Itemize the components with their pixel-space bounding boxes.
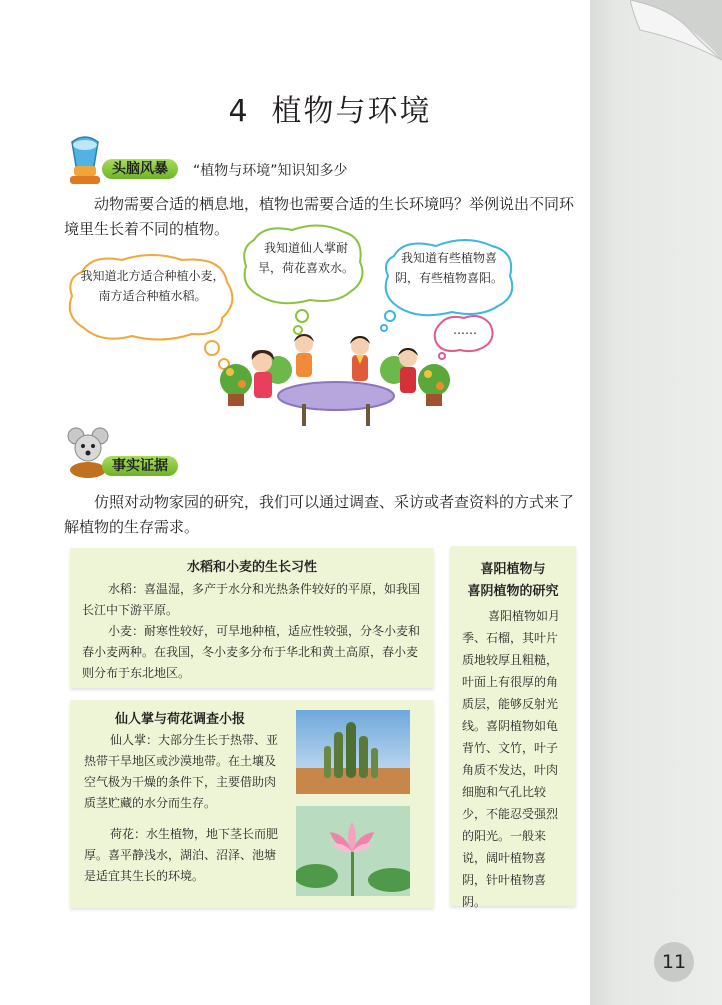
sun-shade-card-title-2: 喜阴植物的研究 bbox=[467, 584, 559, 599]
brainstorm-tag: 头脑风暴 bbox=[102, 159, 178, 179]
bubble-text-4: …… bbox=[453, 323, 477, 337]
page-edge bbox=[590, 0, 722, 1005]
sun-shade-card-text: 喜阳植物如月季、石榴，其叶片质地较厚且粗糙，叶面上有很厚的角质层，能够反射光线。喜阴植物如龟背竹、文竹，叶子角质不发达，叶肉细胞和气孔比较少，不能忍受强烈的阳光。一般来说，阔叶植物喜阴，针叶植物喜阴。 bbox=[462, 609, 561, 909]
rice-wheat-card-title: 水稻和小麦的生长习性 bbox=[186, 560, 317, 575]
cactus-lotus-card-p1: 仙人掌：大部分生长于热带、亚热带干旱地区或沙漠地带。在土壤及空气极为干燥的条件下，主要借助肉质茎贮藏的水分而生存。 bbox=[84, 733, 279, 810]
rice-wheat-card-p1: 水稻：喜温湿，多产于水分和光热条件较好的平原，如我国长江中下游平原。 bbox=[82, 582, 421, 617]
facts-intro: 仿照对动物家园的研究，我们可以通过调查、采访或者查资料的方式来了解植物的生存需求。 bbox=[64, 493, 575, 536]
bubble-text-2: 我知道仙人掌耐旱，荷花喜欢水。 bbox=[257, 241, 354, 275]
bubble-text-1: 我知道北方适合种植小麦，南方适合种植水稻。 bbox=[80, 269, 225, 303]
facts-tag: 事实证据 bbox=[102, 456, 178, 476]
cactus-lotus-card bbox=[70, 700, 434, 908]
rice-wheat-card-p2: 小麦：耐寒性较好，可旱地种植，适应性较强，分冬小麦和春小麦两种。在我国，冬小麦多分布于华北和黄土高原，春小麦则分布于东北地区。 bbox=[82, 624, 421, 680]
cactus-lotus-card-p2: 荷花：水生植物，地下茎长而肥厚。喜平静浅水，湖泊、沼泽、池塘是适宜其生长的环境。 bbox=[84, 827, 279, 883]
brainstorm-subtitle: “植物与环境”知识知多少 bbox=[193, 163, 348, 179]
sun-shade-card-title-1: 喜阳植物与 bbox=[480, 562, 546, 577]
brain-trophy-icon bbox=[64, 136, 106, 186]
page-curl bbox=[630, 0, 722, 70]
sun-shade-card bbox=[450, 546, 576, 909]
page-title: 4 植物与环境 bbox=[228, 94, 432, 129]
bubble-text-3: 我知道有些植物喜阴，有些植物喜阳。 bbox=[394, 251, 503, 285]
rice-wheat-card bbox=[70, 548, 434, 688]
brainstorm-intro: 动物需要合适的栖息地，植物也需要合适的生长环境吗？举例说出不同环境里生长着不同的植物。 bbox=[64, 195, 575, 238]
cactus-lotus-card-title: 仙人掌与荷花调查小报 bbox=[114, 712, 245, 727]
lotus-photo bbox=[296, 806, 410, 896]
children-discussion-illustration bbox=[218, 330, 452, 430]
cactus-photo bbox=[296, 710, 410, 794]
page-number: 11 bbox=[654, 942, 694, 982]
